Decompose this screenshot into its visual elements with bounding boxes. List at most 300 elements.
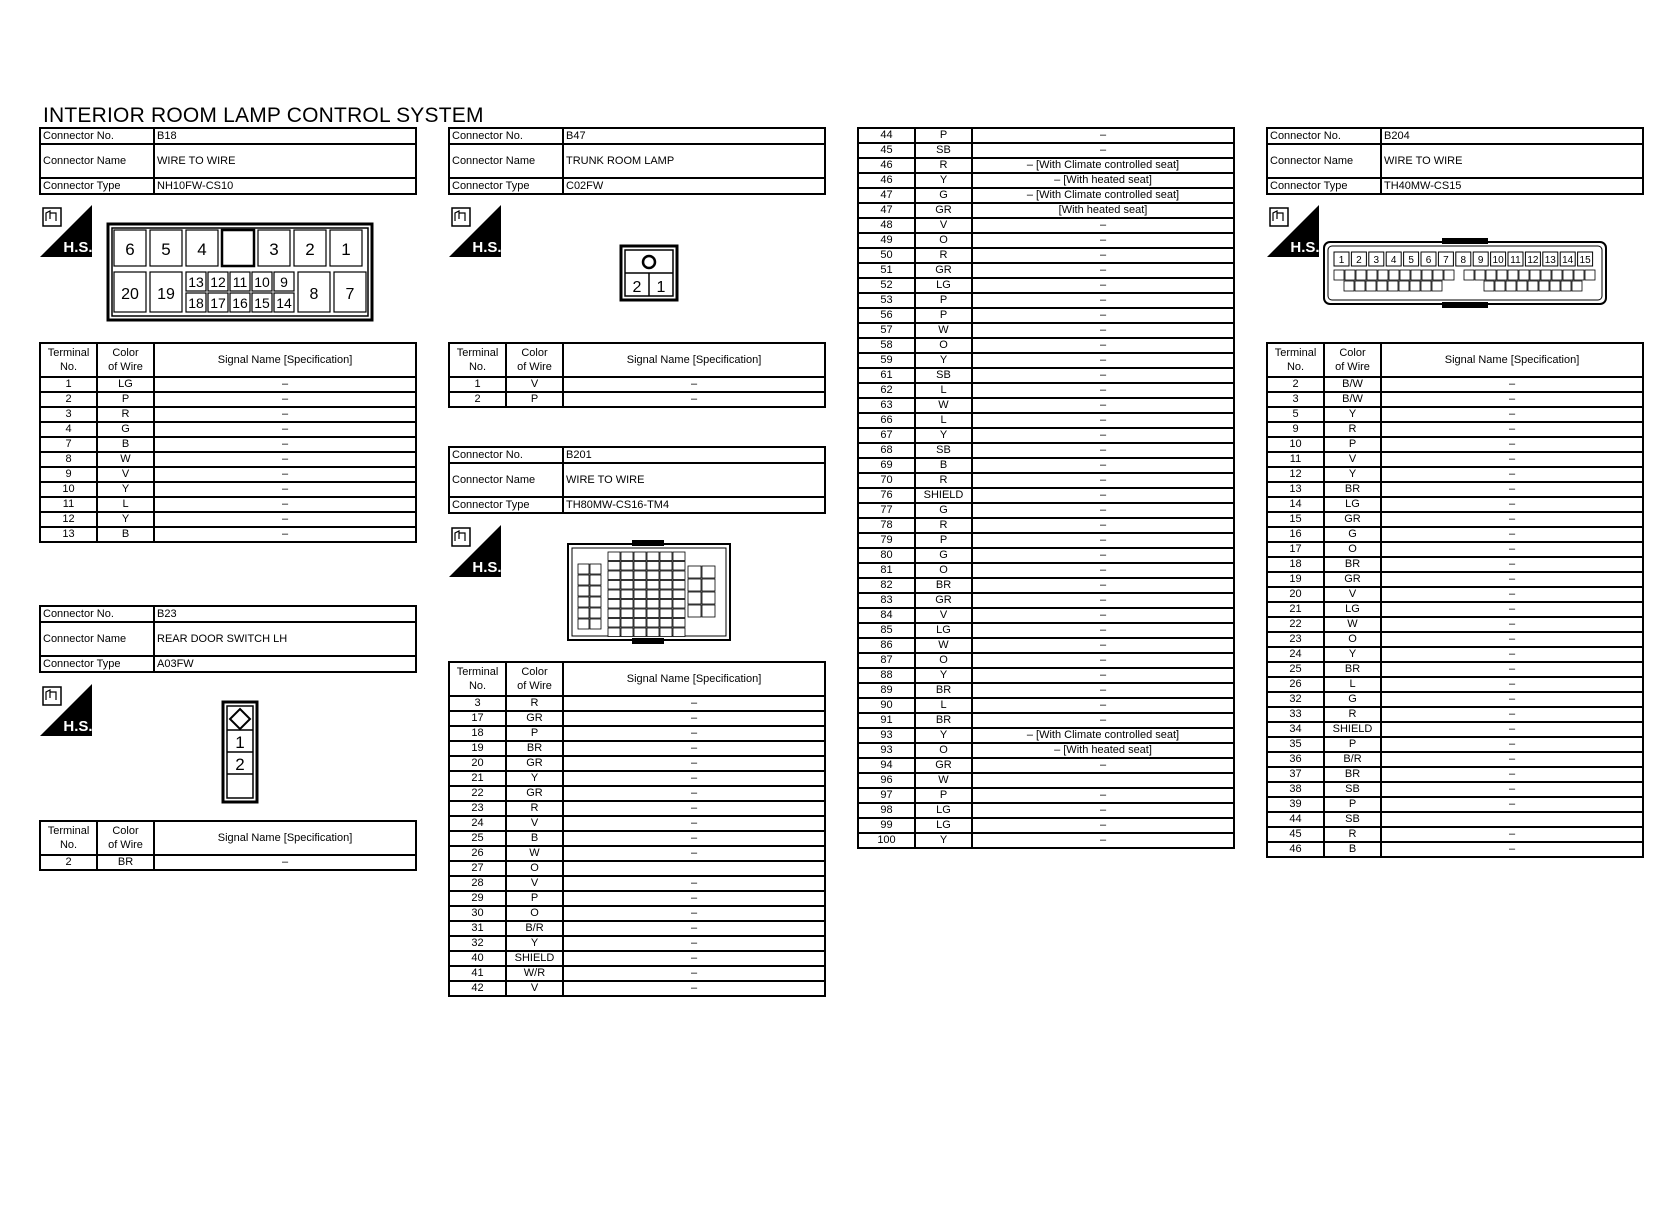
pin-cavity: [1508, 270, 1518, 280]
wire-color-cell: SHIELD: [1324, 722, 1381, 737]
label-connector-name: Connector Name: [449, 144, 563, 178]
table-row: [449, 981, 825, 996]
signal-name-cell: –: [972, 803, 1234, 818]
terminal-no-cell: 93: [858, 743, 915, 758]
table-row: [858, 443, 1234, 458]
pin-cavity: [1422, 270, 1432, 280]
wire-color-cell: B/R: [506, 921, 563, 936]
terminal-no-cell: 2: [40, 855, 97, 870]
pin-cavity: [608, 628, 620, 637]
pin-cavity: [621, 590, 633, 599]
wire-color-cell: Y: [97, 482, 154, 497]
terminal-no-cell: 68: [858, 443, 915, 458]
wire-color-cell: SHIELD: [506, 951, 563, 966]
wire-color-cell: B/W: [1324, 392, 1381, 407]
table-row: [449, 771, 825, 786]
table-row: [449, 392, 825, 407]
wire-color-cell: L: [915, 698, 972, 713]
signal-name-cell: –: [1381, 392, 1643, 407]
pin-cavity: [578, 564, 589, 574]
pin-number: 5: [1408, 255, 1414, 266]
signal-name-cell: –: [563, 711, 825, 726]
wire-color-cell: P: [915, 128, 972, 143]
pin-cavity: [634, 581, 646, 590]
terminal-no-cell: 78: [858, 518, 915, 533]
signal-name-cell: –: [1381, 512, 1643, 527]
pin-number: 4: [1390, 255, 1397, 266]
wire-color-cell: V: [506, 377, 563, 392]
signal-name-cell: –: [1381, 542, 1643, 557]
terminal-no-cell: 1: [449, 377, 506, 392]
pin-number: 13: [1544, 255, 1556, 266]
signal-name-cell: –: [563, 741, 825, 756]
signal-name-cell: –: [1381, 587, 1643, 602]
pin-cavity: [1444, 270, 1454, 280]
pin-cavity: [1345, 270, 1355, 280]
table-row: [40, 437, 416, 452]
table-row: [858, 503, 1234, 518]
wire-color-cell: GR: [915, 758, 972, 773]
table-row: [1267, 437, 1643, 452]
terminal-no-cell: 86: [858, 638, 915, 653]
table-row: [449, 726, 825, 741]
pin-cavity: [1399, 281, 1409, 291]
table-row: [1267, 452, 1643, 467]
pin-cavity: [634, 571, 646, 580]
terminal-no-cell: 61: [858, 368, 915, 383]
table-row: [858, 413, 1234, 428]
wire-color-cell: Y: [915, 668, 972, 683]
terminal-no-cell: 69: [858, 458, 915, 473]
terminal-no-cell: 26: [449, 846, 506, 861]
signal-name-cell: –: [563, 831, 825, 846]
pin-number: 13: [188, 274, 204, 290]
header-signal-name: Signal Name [Specification]: [154, 343, 416, 377]
table-row: [1267, 632, 1643, 647]
table-row: [858, 818, 1234, 833]
table-row: [858, 158, 1234, 173]
table-row: [1267, 767, 1643, 782]
terminal-no-cell: 82: [858, 578, 915, 593]
signal-name-cell: –: [972, 683, 1234, 698]
signal-name-cell: –: [972, 638, 1234, 653]
wire-color-cell: LG: [915, 818, 972, 833]
terminal-no-cell: 2: [40, 392, 97, 407]
table-row: [858, 173, 1234, 188]
wire-color-cell: R: [915, 248, 972, 263]
terminal-no-cell: 5: [1267, 407, 1324, 422]
signal-name-cell: –: [972, 593, 1234, 608]
pin-cavity: [1517, 281, 1527, 291]
signal-name-cell: –: [563, 846, 825, 861]
table-row: [858, 638, 1234, 653]
terminal-no-cell: 3: [449, 696, 506, 711]
pin-cavity: [660, 590, 672, 599]
pin-cavity: [590, 575, 601, 585]
header-color-of-wire: Color of Wire: [97, 343, 154, 377]
signal-name-cell: –: [972, 338, 1234, 353]
pin-number: 8: [309, 286, 319, 303]
svg-text:2: 2: [235, 755, 245, 774]
terminal-no-cell: 84: [858, 608, 915, 623]
pin-cavity: [590, 608, 601, 618]
pin-cavity: [1388, 281, 1398, 291]
wire-color-cell: BR: [1324, 662, 1381, 677]
terminal-no-cell: 53: [858, 293, 915, 308]
pin-cavity: [647, 609, 659, 618]
wire-color-cell: P: [915, 788, 972, 803]
connector-b23-info: [39, 605, 417, 673]
terminal-no-cell: 12: [1267, 467, 1324, 482]
connector-b204-terminal-table: [1266, 342, 1644, 858]
signal-name-cell: [972, 773, 1234, 788]
table-row: [449, 786, 825, 801]
terminal-no-cell: 90: [858, 698, 915, 713]
terminal-no-cell: 63: [858, 398, 915, 413]
signal-name-cell: –: [154, 392, 416, 407]
pin-cavity: [1344, 281, 1354, 291]
table-row: [858, 398, 1234, 413]
wire-color-cell: P: [915, 533, 972, 548]
terminal-no-cell: 32: [449, 936, 506, 951]
terminal-no-cell: 29: [449, 891, 506, 906]
connector-b204-info: [1266, 127, 1644, 195]
table-row: [449, 377, 825, 392]
pin-cavity: [1497, 270, 1507, 280]
terminal-no-cell: 12: [40, 512, 97, 527]
pin-cavity: [608, 571, 620, 580]
signal-name-cell: –: [972, 248, 1234, 263]
pin-cavity: [621, 552, 633, 561]
label-connector-name: Connector Name: [1267, 144, 1381, 178]
table-row: [1267, 512, 1643, 527]
wire-color-cell: V: [97, 467, 154, 482]
pin-cavity: [702, 566, 715, 578]
signal-name-cell: –: [1381, 707, 1643, 722]
pin-cavity: [647, 619, 659, 628]
terminal-no-cell: 3: [1267, 392, 1324, 407]
pin-cavity: [660, 628, 672, 637]
terminal-no-cell: 93: [858, 728, 915, 743]
harness-side-icon: [449, 525, 501, 577]
svg-text:H.S.: H.S.: [63, 718, 92, 735]
table-row: [40, 512, 416, 527]
signal-name-cell: –: [1381, 467, 1643, 482]
connector-b23-terminal-table: [39, 820, 417, 871]
signal-name-cell: –: [972, 698, 1234, 713]
table-row: [858, 248, 1234, 263]
table-row: [1267, 572, 1643, 587]
wire-color-cell: W: [915, 638, 972, 653]
signal-name-cell: –: [972, 833, 1234, 848]
wire-color-cell: O: [915, 233, 972, 248]
pin-number: 5: [161, 240, 171, 259]
pin-cavity: [608, 562, 620, 571]
signal-name-cell: –: [1381, 602, 1643, 617]
wire-color-cell: V: [1324, 452, 1381, 467]
table-row: [858, 608, 1234, 623]
wire-color-cell: O: [915, 563, 972, 578]
terminal-no-cell: 8: [40, 452, 97, 467]
table-row: [40, 467, 416, 482]
wire-color-cell: LG: [915, 278, 972, 293]
connector-no-value: B201: [563, 447, 825, 463]
pin-number: 17: [210, 295, 226, 311]
pin-cavity: [578, 608, 589, 618]
terminal-no-cell: 34: [1267, 722, 1324, 737]
pin-cavity: [1378, 270, 1388, 280]
pin-cavity: [1550, 281, 1560, 291]
pin-cavity: [1475, 270, 1485, 280]
table-row: [858, 803, 1234, 818]
terminal-no-cell: 99: [858, 818, 915, 833]
wire-color-cell: B/R: [1324, 752, 1381, 767]
table-row: [1267, 482, 1643, 497]
terminal-no-cell: 39: [1267, 797, 1324, 812]
wire-color-cell: L: [97, 497, 154, 512]
table-row: [858, 278, 1234, 293]
wire-color-cell: Y: [1324, 467, 1381, 482]
connector-type-value: C02FW: [563, 178, 825, 194]
signal-name-cell: –: [972, 413, 1234, 428]
table-row: [858, 743, 1234, 758]
wire-color-cell: GR: [506, 711, 563, 726]
connector-b18-face-diagram: [106, 222, 374, 326]
terminal-no-cell: 97: [858, 788, 915, 803]
signal-name-cell: –: [1381, 692, 1643, 707]
terminal-no-cell: 56: [858, 308, 915, 323]
table-row: [1267, 737, 1643, 752]
harness-side-icon: [40, 684, 92, 736]
table-row: [449, 831, 825, 846]
signal-name-cell: –: [154, 437, 416, 452]
terminal-no-cell: 42: [449, 981, 506, 996]
pin-cavity: [647, 590, 659, 599]
wire-color-cell: R: [915, 473, 972, 488]
signal-name-cell: –: [563, 981, 825, 996]
terminal-no-cell: 22: [449, 786, 506, 801]
pin-cavity: [660, 562, 672, 571]
table-row: [858, 833, 1234, 848]
signal-name-cell: –: [972, 278, 1234, 293]
pin-number: 10: [254, 274, 270, 290]
wire-color-cell: BR: [1324, 557, 1381, 572]
signal-name-cell: –: [563, 726, 825, 741]
label-connector-type: Connector Type: [449, 178, 563, 194]
signal-name-cell: –: [1381, 422, 1643, 437]
signal-name-cell: – [With heated seat]: [972, 173, 1234, 188]
signal-name-cell: –: [563, 816, 825, 831]
terminal-no-cell: 13: [40, 527, 97, 542]
table-row: [858, 188, 1234, 203]
wire-color-cell: O: [506, 906, 563, 921]
signal-name-cell: –: [1381, 677, 1643, 692]
pin-cavity: [1433, 270, 1443, 280]
signal-name-cell: –: [972, 518, 1234, 533]
signal-name-cell: –: [1381, 662, 1643, 677]
pin-cavity: [688, 592, 701, 604]
header-terminal-no: Terminal No.: [1267, 343, 1324, 377]
signal-name-cell: –: [972, 428, 1234, 443]
terminal-no-cell: 45: [1267, 827, 1324, 842]
connector-type-value: NH10FW-CS10: [154, 178, 416, 194]
pin-cavity: [1519, 270, 1529, 280]
wire-color-cell: V: [506, 981, 563, 996]
wire-color-cell: R: [915, 518, 972, 533]
wire-color-cell: B/W: [1324, 377, 1381, 392]
wire-color-cell: O: [915, 338, 972, 353]
connector-b204-face-diagram: [1322, 236, 1608, 314]
signal-name-cell: –: [1381, 722, 1643, 737]
table-row: [40, 452, 416, 467]
terminal-no-cell: 33: [1267, 707, 1324, 722]
table-row: [858, 773, 1234, 788]
pin-cavity: [1552, 270, 1562, 280]
table-row: [1267, 392, 1643, 407]
signal-name-cell: –: [154, 422, 416, 437]
page-title: INTERIOR ROOM LAMP CONTROL SYSTEM: [43, 104, 484, 127]
wire-color-cell: O: [915, 653, 972, 668]
wire-color-cell: O: [1324, 542, 1381, 557]
wire-color-cell: Y: [1324, 647, 1381, 662]
terminal-no-cell: 46: [858, 158, 915, 173]
terminal-no-cell: 94: [858, 758, 915, 773]
wire-color-cell: B: [97, 437, 154, 452]
pin-number: 15: [1579, 255, 1591, 266]
wire-color-cell: P: [506, 891, 563, 906]
wire-color-cell: P: [1324, 737, 1381, 752]
label-connector-type: Connector Type: [449, 497, 563, 513]
table-row: [858, 758, 1234, 773]
pin-number: 11: [1510, 255, 1521, 266]
signal-name-cell: –: [1381, 482, 1643, 497]
connector-b201-terminal-table-continued: [857, 127, 1235, 849]
signal-name-cell: –: [563, 801, 825, 816]
connector-name-value: WIRE TO WIRE: [1381, 144, 1643, 178]
terminal-no-cell: 48: [858, 218, 915, 233]
pin-cavity: [590, 564, 601, 574]
signal-name-cell: –: [563, 786, 825, 801]
table-row: [1267, 707, 1643, 722]
table-row: [449, 921, 825, 936]
table-row: [1267, 527, 1643, 542]
pin-cavity: [660, 571, 672, 580]
connector-b201-info: [448, 446, 826, 514]
wire-color-cell: R: [97, 407, 154, 422]
table-row: [858, 578, 1234, 593]
wire-color-cell: W/R: [506, 966, 563, 981]
terminal-no-cell: 1: [40, 377, 97, 392]
table-row: [1267, 557, 1643, 572]
pin-number: 12: [1527, 255, 1539, 266]
pin-cavity: [634, 619, 646, 628]
wire-color-cell: B: [97, 527, 154, 542]
terminal-no-cell: 7: [40, 437, 97, 452]
pin-cavity: [590, 586, 601, 596]
table-row: [858, 128, 1234, 143]
wire-color-cell: R: [915, 158, 972, 173]
table-row: [449, 966, 825, 981]
pin-cavity: [590, 597, 601, 607]
signal-name-cell: –: [154, 855, 416, 870]
pin-cavity: [1506, 281, 1516, 291]
pin-cavity: [1530, 270, 1540, 280]
table-row: [858, 353, 1234, 368]
header-terminal-no: Terminal No.: [40, 821, 97, 855]
wire-color-cell: B: [915, 458, 972, 473]
table-row: [858, 233, 1234, 248]
signal-name-cell: –: [1381, 647, 1643, 662]
wire-color-cell: LG: [97, 377, 154, 392]
pin-cavity: [608, 581, 620, 590]
pin-cavity: [673, 552, 685, 561]
table-row: [1267, 722, 1643, 737]
pin-number: 2: [305, 240, 315, 259]
table-row: [40, 497, 416, 512]
wire-color-cell: GR: [506, 756, 563, 771]
wire-color-cell: BR: [97, 855, 154, 870]
pin-cavity: [634, 609, 646, 618]
pin-cavity: [1367, 270, 1377, 280]
table-row: [449, 861, 825, 876]
table-row: [1267, 587, 1643, 602]
table-row: [40, 527, 416, 542]
signal-name-cell: –: [154, 497, 416, 512]
wire-color-cell: BR: [1324, 482, 1381, 497]
terminal-no-cell: 40: [449, 951, 506, 966]
pin-cavity: [660, 552, 672, 561]
wire-color-cell: Y: [506, 771, 563, 786]
pin-cavity: [647, 552, 659, 561]
table-row: [40, 482, 416, 497]
table-row: [858, 293, 1234, 308]
wire-color-cell: V: [1324, 587, 1381, 602]
table-row: [858, 518, 1234, 533]
pin-cavity: [1484, 281, 1494, 291]
terminal-no-cell: 23: [1267, 632, 1324, 647]
pin-cavity: [1389, 270, 1399, 280]
table-row: [449, 891, 825, 906]
terminal-no-cell: 13: [1267, 482, 1324, 497]
harness-side-icon: [1267, 205, 1319, 257]
table-row: [858, 218, 1234, 233]
pin-cavity: [621, 628, 633, 637]
label-connector-no: Connector No.: [449, 447, 563, 463]
connector-no-value: B47: [563, 128, 825, 144]
pin-cavity: [1334, 270, 1344, 280]
pin-cavity: [634, 600, 646, 609]
signal-name-cell: –: [972, 713, 1234, 728]
pin-cavity: [647, 628, 659, 637]
pin-cavity: [660, 581, 672, 590]
table-row: [449, 906, 825, 921]
terminal-no-cell: 31: [449, 921, 506, 936]
wire-color-cell: P: [506, 392, 563, 407]
pin-cavity: [1561, 281, 1571, 291]
svg-text:H.S.: H.S.: [1290, 239, 1319, 256]
signal-name-cell: – [With Climate controlled seat]: [972, 188, 1234, 203]
pin-cavity: [608, 600, 620, 609]
table-row: [1267, 677, 1643, 692]
wire-color-cell: P: [506, 726, 563, 741]
terminal-no-cell: 3: [40, 407, 97, 422]
signal-name-cell: –: [154, 452, 416, 467]
terminal-no-cell: 21: [449, 771, 506, 786]
wire-color-cell: G: [915, 548, 972, 563]
table-row: [449, 876, 825, 891]
signal-name-cell: –: [972, 458, 1234, 473]
terminal-no-cell: 19: [449, 741, 506, 756]
